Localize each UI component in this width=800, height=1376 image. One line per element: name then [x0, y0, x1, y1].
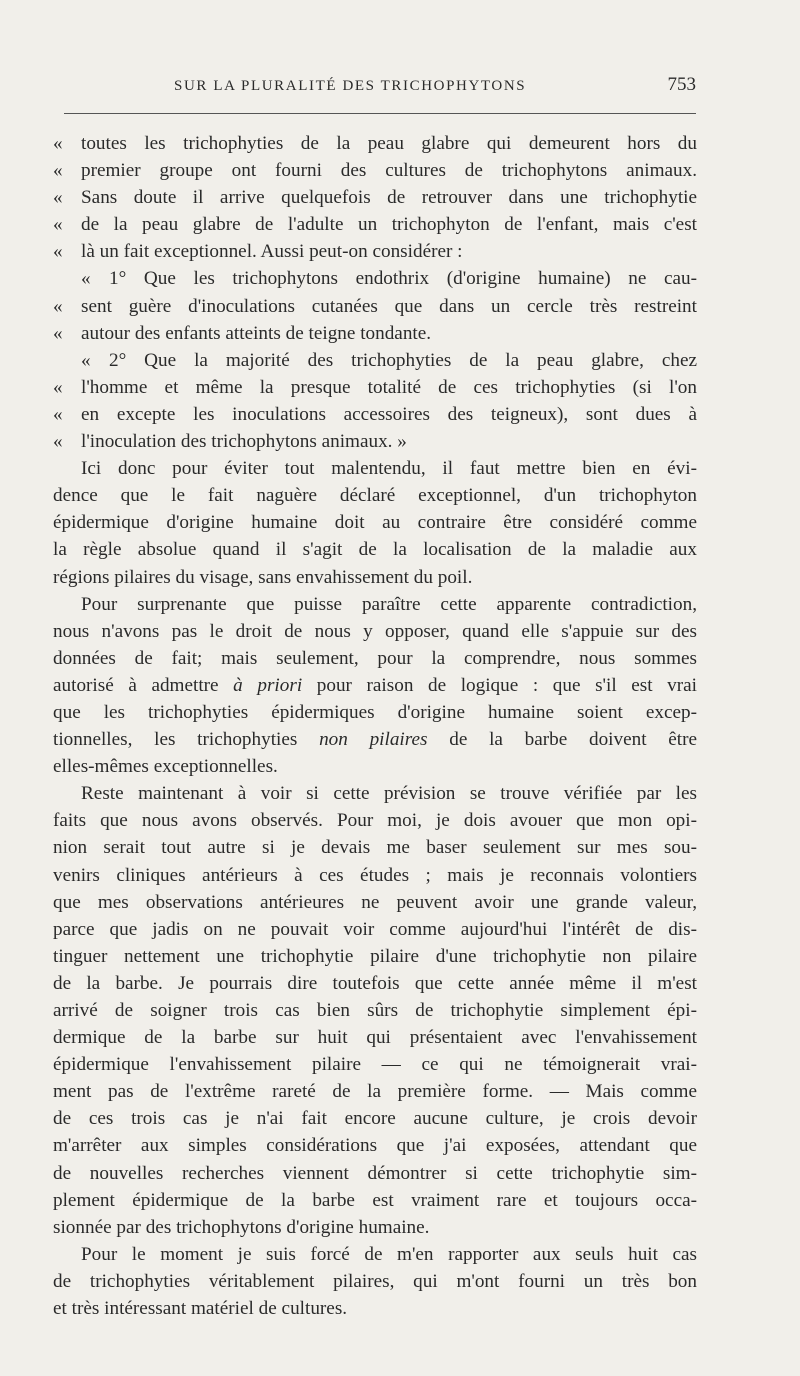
line-text: données de fait; mais seulement, pour la comprendre, nous sommes	[53, 647, 697, 669]
line-text: de nouvelles recherches viennent démontrer si cette trichophytie sim-	[53, 1162, 697, 1184]
quote-mark: «	[53, 322, 63, 344]
line-text: toutes les trichophyties de la peau glabre qui demeurent hors du	[81, 133, 697, 154]
italic-text: à priori	[233, 674, 303, 696]
quote-mark: «	[53, 214, 63, 236]
line-text: la règle absolue quand il s'agit de la localisation de la maladie aux	[53, 539, 697, 561]
text-line	[53, 726, 697, 753]
running-title: SUR LA PLURALITÉ DES TRICHOPHYTONS	[174, 78, 527, 94]
text-line	[53, 1024, 697, 1051]
text-line	[53, 591, 697, 618]
text-line	[53, 265, 697, 292]
line-text: de la barbe. Je pourrais dire toutefois que cette année même il m'est	[53, 972, 697, 994]
text-line	[53, 184, 697, 211]
line-text: que mes observations antérieures ne peuvent avoir une grande valeur,	[53, 891, 697, 913]
line-text: que les trichophyties épidermiques d'origine humaine soient excep-	[53, 701, 697, 723]
text-line	[53, 1214, 697, 1241]
text-line	[53, 753, 697, 780]
line-text: là un fait exceptionnel. Aussi peut-on considérer :	[81, 241, 463, 263]
text-line	[53, 211, 697, 238]
line-text: sent guère d'inoculations cutanées que dans un cercle très restreint	[81, 295, 697, 317]
line-text: Ici donc pour éviter tout malentendu, il faut mettre bien en évi-	[81, 458, 697, 480]
text-line	[53, 780, 697, 807]
line-text: Pour le moment je suis forcé de m'en rapporter aux seuls huit cas	[81, 1243, 697, 1265]
line-text: tinguer nettement une trichophytie pilaire d'une trichophytie non pilaire	[53, 945, 697, 967]
line-text: 1° Que les trichophytons endothrix (d'origine humaine) ne cau-	[109, 268, 697, 290]
text-line	[53, 401, 697, 428]
text-line	[53, 347, 697, 374]
text-line	[53, 862, 697, 889]
line-text: Sans doute il arrive quelquefois de retrouver dans une trichophytie	[81, 187, 697, 209]
italic-text: non pilaires	[319, 729, 428, 751]
line-text: de ces trois cas je n'ai fait encore aucune culture, je crois devoir	[53, 1108, 697, 1130]
text-line	[53, 1078, 697, 1105]
line-text: sionnée par des trichophytons d'origine humaine.	[53, 1216, 430, 1238]
text-line	[53, 970, 697, 997]
line-text: plement épidermique de la barbe est vraiment rare et toujours occa-	[53, 1189, 697, 1211]
text-line	[53, 1295, 697, 1322]
text-line	[53, 672, 697, 699]
line-text: venirs cliniques antérieurs à ces études ; mais je reconnais volontiers	[53, 864, 697, 886]
text-line	[53, 374, 697, 401]
line-text: autour des enfants atteints de teigne tondante.	[81, 322, 432, 344]
text-line	[53, 1187, 697, 1214]
line-text: tionnelles, les trichophyties	[53, 729, 320, 751]
text-line	[53, 943, 697, 970]
text-line	[53, 1051, 697, 1078]
line-text: épidermique d'origine humaine doit au contraire être considéré comme	[53, 512, 697, 534]
quote-mark: «	[53, 403, 63, 425]
line-text: l'inoculation des trichophytons animaux. »	[81, 431, 407, 453]
text-line	[53, 618, 697, 645]
page-number: 753	[667, 74, 696, 95]
text-line	[53, 916, 697, 943]
line-text: de la barbe doivent être	[427, 729, 698, 751]
quote-mark: «	[53, 187, 63, 209]
text-line	[53, 482, 697, 509]
line-text: en excepte les inoculations accessoires des teigneux), sont dues à	[81, 403, 697, 425]
line-text: autorisé à admettre	[53, 674, 234, 696]
quote-mark: «	[81, 268, 91, 290]
line-text: pour raison de logique : que s'il est vrai	[302, 674, 698, 696]
text-line	[53, 320, 697, 347]
running-header	[64, 76, 696, 102]
body-text	[53, 130, 697, 1322]
text-line	[53, 997, 697, 1024]
quote-mark: «	[53, 160, 63, 182]
text-line	[53, 130, 697, 157]
line-text: de trichophyties véritablement pilaires, qui m'ont fourni un très bon	[53, 1270, 697, 1292]
line-text: elles-mêmes exceptionnelles.	[53, 756, 278, 778]
line-text: et très intéressant matériel de cultures.	[53, 1298, 348, 1320]
line-text: nous n'avons pas le droit de nous y opposer, quand elle s'appuie sur des	[53, 620, 697, 642]
line-text: arrivé de soigner trois cas bien sûrs de trichophytie simplement épi-	[53, 1000, 697, 1021]
line-text: m'arrêter aux simples considérations que j'ai exposées, attendant que	[53, 1135, 697, 1157]
text-line	[53, 1160, 697, 1187]
text-line	[53, 699, 697, 726]
text-line	[53, 509, 697, 536]
text-line	[53, 834, 697, 861]
text-line	[53, 157, 697, 184]
quote-mark: «	[81, 349, 91, 371]
text-line	[53, 807, 697, 834]
line-text: l'homme et même la presque totalité de ces trichophyties (si l'on	[81, 376, 697, 398]
line-text: parce que jadis on ne pouvait voir comme aujourd'hui l'intérêt de dis-	[53, 918, 697, 940]
line-text: faits que nous avons observés. Pour moi, je dois avouer que mon opi-	[53, 810, 697, 832]
text-line	[53, 1268, 697, 1295]
line-text: dermique de la barbe sur huit qui présentaient avec l'envahissement	[53, 1027, 697, 1049]
text-line	[53, 564, 697, 591]
text-line	[53, 645, 697, 672]
quote-mark: «	[53, 295, 63, 317]
quote-mark: «	[53, 431, 63, 453]
text-line	[53, 238, 697, 265]
line-text: régions pilaires du visage, sans envahissement du poil.	[53, 566, 473, 588]
text-line	[53, 889, 697, 916]
text-line	[53, 1132, 697, 1159]
line-text: dence que le fait naguère déclaré exceptionnel, d'un trichophyton	[53, 485, 697, 507]
line-text: premier groupe ont fourni des cultures de trichophytons animaux.	[81, 160, 697, 182]
line-text: Pour surprenante que puisse paraître cette apparente contradiction,	[81, 593, 697, 615]
text-line	[53, 428, 697, 455]
text-line	[53, 536, 697, 563]
quote-mark: «	[53, 133, 63, 154]
quote-mark: «	[53, 376, 63, 398]
line-text: de la peau glabre de l'adulte un trichophyton de l'enfant, mais c'est	[81, 214, 697, 236]
text-line	[53, 1241, 697, 1268]
header-rule	[64, 113, 696, 114]
line-text: nion serait tout autre si je devais me baser seulement sur mes sou-	[53, 837, 697, 859]
quote-mark: «	[53, 241, 63, 263]
text-line	[53, 293, 697, 320]
text-line	[53, 1105, 697, 1132]
line-text: 2° Que la majorité des trichophyties de la peau glabre, chez	[109, 349, 697, 371]
line-text: Reste maintenant à voir si cette prévision se trouve vérifiée par les	[81, 783, 697, 805]
text-line	[53, 455, 697, 482]
line-text: ment pas de l'extrême rareté de la première forme. — Mais comme	[53, 1081, 697, 1103]
line-text: épidermique l'envahissement pilaire — ce qui ne témoignerait vrai-	[53, 1054, 697, 1076]
